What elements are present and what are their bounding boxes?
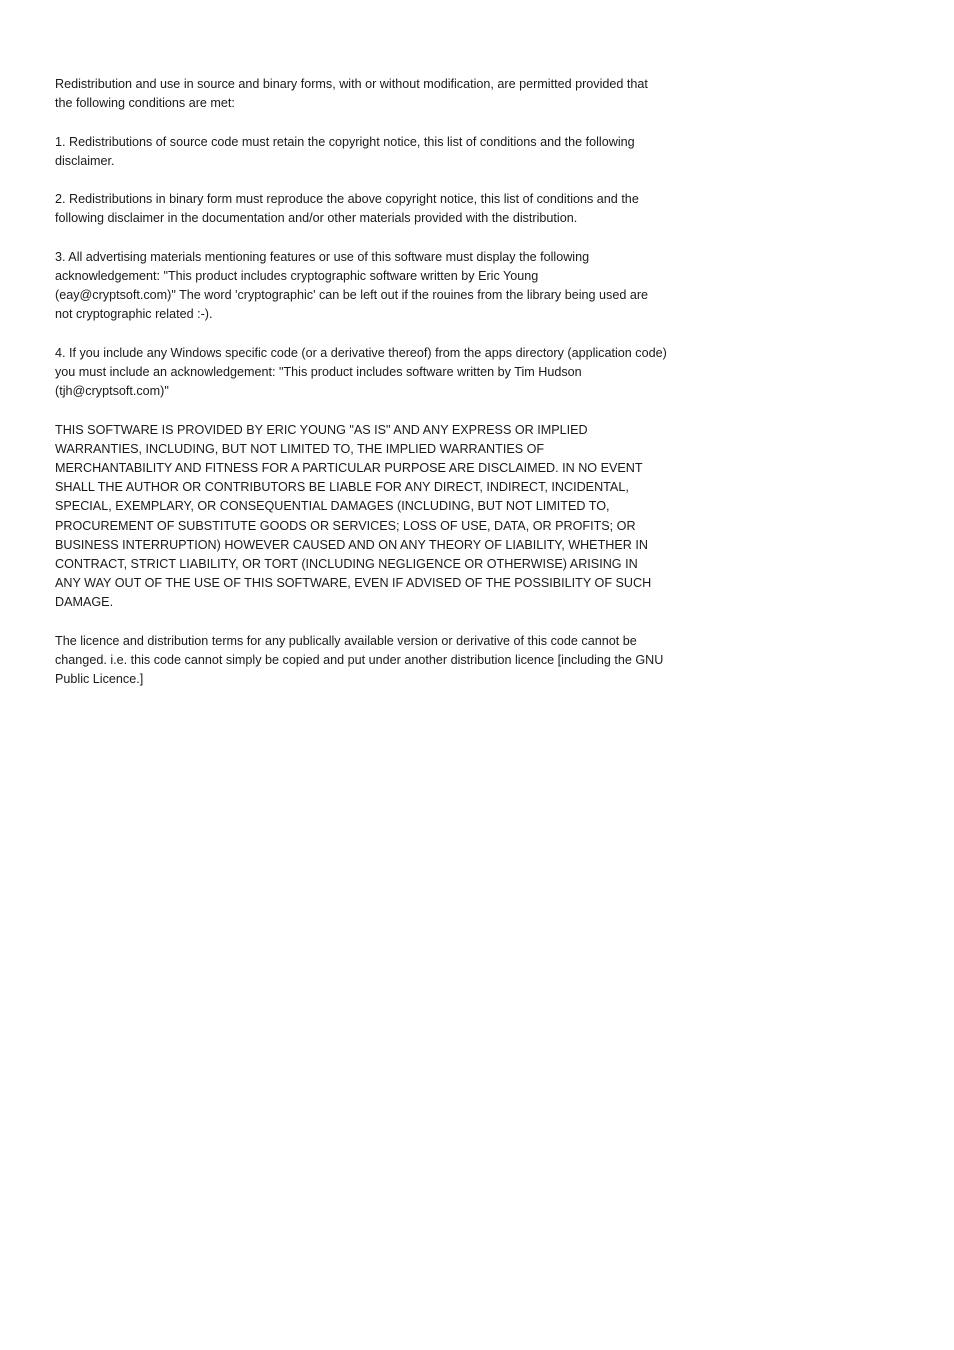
condition-1-paragraph: 1. Redistributions of source code must retain the copyright notice, this list of conditions and the following disclaimer. bbox=[55, 134, 635, 168]
condition-2-paragraph: 2. Redistributions in binary form must reproduce the above copyright notice, this list of conditions and the following disclaimer in the documentation and/or other materials provided with the distribution. bbox=[55, 192, 639, 226]
condition-4-paragraph: 4. If you include any Windows specific code (or a derivative thereof) from the apps directory (application code) you must include an acknowledgement: "This product includes software written by Tim Hudson (tjh@cryptsoft.com)" bbox=[55, 345, 667, 399]
license-preamble-paragraph: Redistribution and use in source and binary forms, with or without modification, are permitted provided that the following conditions are met: bbox=[55, 77, 648, 111]
license-text-body bbox=[55, 75, 685, 709]
condition-3-paragraph: 3. All advertising materials mentioning features or use of this software must display the following acknowledgement: "This product includes cryptographic software written by Eric Young (eay@cryptsoft.com)" The word 'cryptographic' can be left out if the rouines from the library being used are not cryptographic related :-). bbox=[55, 249, 649, 322]
licence-terms-paragraph: The licence and distribution terms for any publically available version or derivative of this code cannot be changed. i.e. this code cannot simply be copied and put under another distribution licence [including the GNU Public Licence.] bbox=[55, 633, 664, 687]
warranty-disclaimer-paragraph: THIS SOFTWARE IS PROVIDED BY ERIC YOUNG "AS IS" AND ANY EXPRESS OR IMPLIED WARRANTIES, INCLUDING, BUT NOT LIMITED TO, THE IMPLIED WARRANTIES OF MERCHANTABILITY AND FITNESS FOR A PARTICULAR PURPOSE ARE DISCLAIMED. IN NO EVENT SHALL THE AUTHOR OR CONTRIBUTORS BE LIABLE FOR ANY DIRECT, INDIRECT, INCIDENTAL, SPECIAL, EXEMPLARY, OR CONSEQUENTIAL DAMAGES (INCLUDING, BUT NOT LIMITED TO, PROCUREMENT OF SUBSTITUTE GOODS OR SERVICES; LOSS OF USE, DATA, OR PROFITS; OR BUSINESS INTERRUPTION) HOWEVER CAUSED AND ON ANY THEORY OF LIABILITY, WHETHER IN CONTRACT, STRICT LIABILITY, OR TORT (INCLUDING NEGLIGENCE OR OTHERWISE) ARISING IN ANY WAY OUT OF THE USE OF THIS SOFTWARE, EVEN IF ADVISED OF THE POSSIBILITY OF SUCH DAMAGE. bbox=[55, 422, 652, 610]
